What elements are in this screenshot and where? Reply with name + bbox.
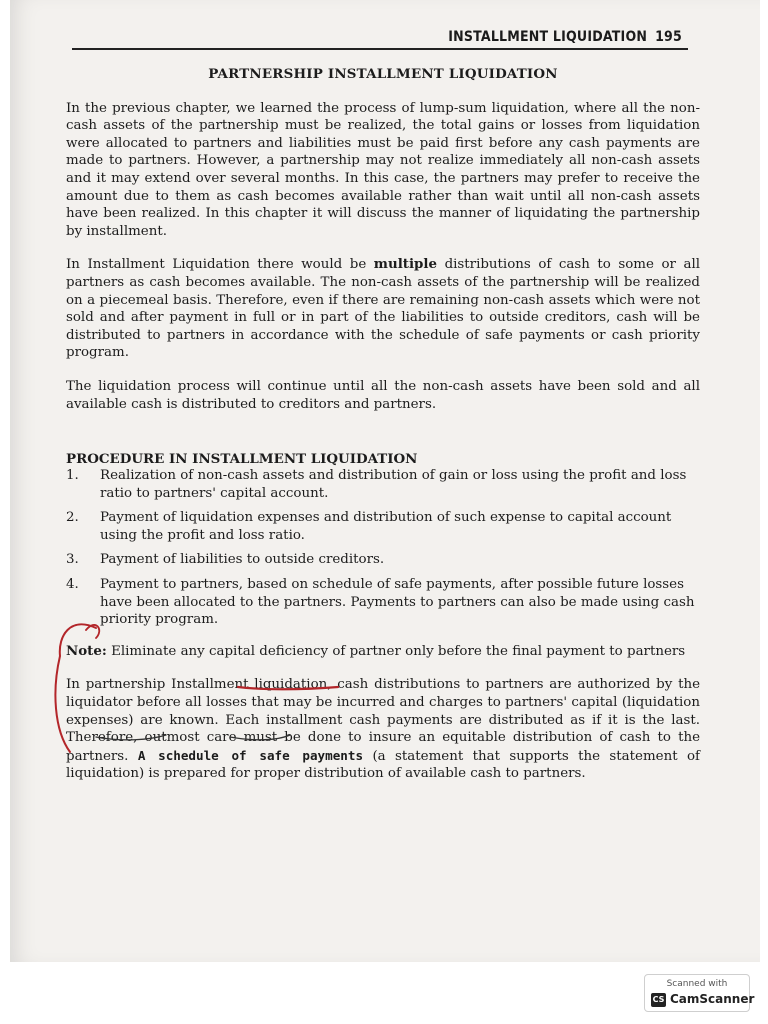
note-paragraph [66, 643, 700, 661]
para2-bold-term: multiple [373, 256, 438, 273]
step-text: Payment of liquidation expenses and distribution of such expense to capital account using the profit and loss ratio. [100, 510, 672, 543]
procedure-list [66, 467, 700, 629]
para2-text-end: distributions of cash to some or all partners as cash becomes available. The non-cash assets of the partnership will be realized on a piecemeal basis. Therefore, even if there are remaining non-cash assets which were not sold and after payment in full or in part of the liabilities to outside creditors, cash will be distributed to partners in accordance with the schedule of safe payments or cash priority program. [66, 257, 701, 361]
page-title: PARTNERSHIP INSTALLMENT LIQUIDATION [208, 66, 558, 82]
multiple-distributions-paragraph [66, 256, 700, 362]
running-title: INSTALLMENT LIQUIDATION [448, 29, 648, 45]
para4-text-end: (a statement that supports the statement of liquidation) is prepared for proper distribution of available cash to partners. [66, 748, 700, 782]
safe-payments-term: A schedule of safe payments [137, 747, 364, 763]
step-number: 4. [66, 577, 79, 593]
watermark-brand: CamScanner [670, 992, 755, 1006]
procedure-step [66, 551, 700, 569]
camscanner-logo-icon: CS [651, 993, 666, 1007]
step-text: Payment of liabilities to outside creditors. [100, 552, 385, 568]
camscanner-watermark [644, 974, 755, 1012]
para2-text-start: In Installment Liquidation there would be [66, 257, 374, 273]
procedure-step [66, 467, 700, 502]
step-text: Realization of non-cash assets and distribution of gain or loss using the profit and loss ratio to partners' capital account. [100, 468, 687, 501]
procedure-step [66, 576, 700, 629]
para4-text-start: In partnership Installment liquidation, cash distributions to partners are authorized by the liquidator before all losses that may be incurred and charges to partners' capital (liquidation expenses) are known. Each installment cash payments are distributed as if it is the last. Therefore, outmost care must be done to insure an equitable distribution of cash to the partners. [66, 677, 700, 764]
step-number: 3. [66, 552, 79, 568]
step-number: 1. [66, 468, 79, 484]
intro-paragraph: In the previous chapter, we learned the process of lump-sum liquidation, where all the non-cash assets of the partnership must be realized, the total gains or losses from liquidation were allocated to partners and liabilities must be paid first before any cash payments are made to partners. However, a partnership may not realize immediately all non-cash assets and it may extend over several months. In this case, the partners may prefer to receive the amount due to them as cash becomes available rather than wait until all non-cash assets have been realized. In this chapter it will discuss the manner of liquidating the partnership by installment. [66, 100, 700, 239]
safe-payments-paragraph [66, 676, 700, 783]
procedure-heading: PROCEDURE IN INSTALLMENT LIQUIDATION [66, 451, 418, 468]
header-rule [72, 48, 688, 50]
page-content [66, 66, 700, 799]
step-number: 2. [66, 510, 79, 526]
watermark-caption: Scanned with [666, 979, 728, 989]
step-text: Payment to partners, based on schedule of safe payments, after possible future losses have been allocated to the partners. Payments to partners can also be made using cash priority program. [100, 577, 695, 628]
note-label: Note: [66, 642, 107, 659]
note-text: Eliminate any capital deficiency of partner only before the final payment to partners [106, 643, 686, 659]
procedure-step [66, 509, 700, 544]
liquidation-process-paragraph: The liquidation process will continue until all the non-cash assets have been sold and all available cash is distributed to creditors and partners. [66, 378, 700, 412]
running-header [448, 29, 682, 45]
page-number: 195 [655, 29, 682, 45]
